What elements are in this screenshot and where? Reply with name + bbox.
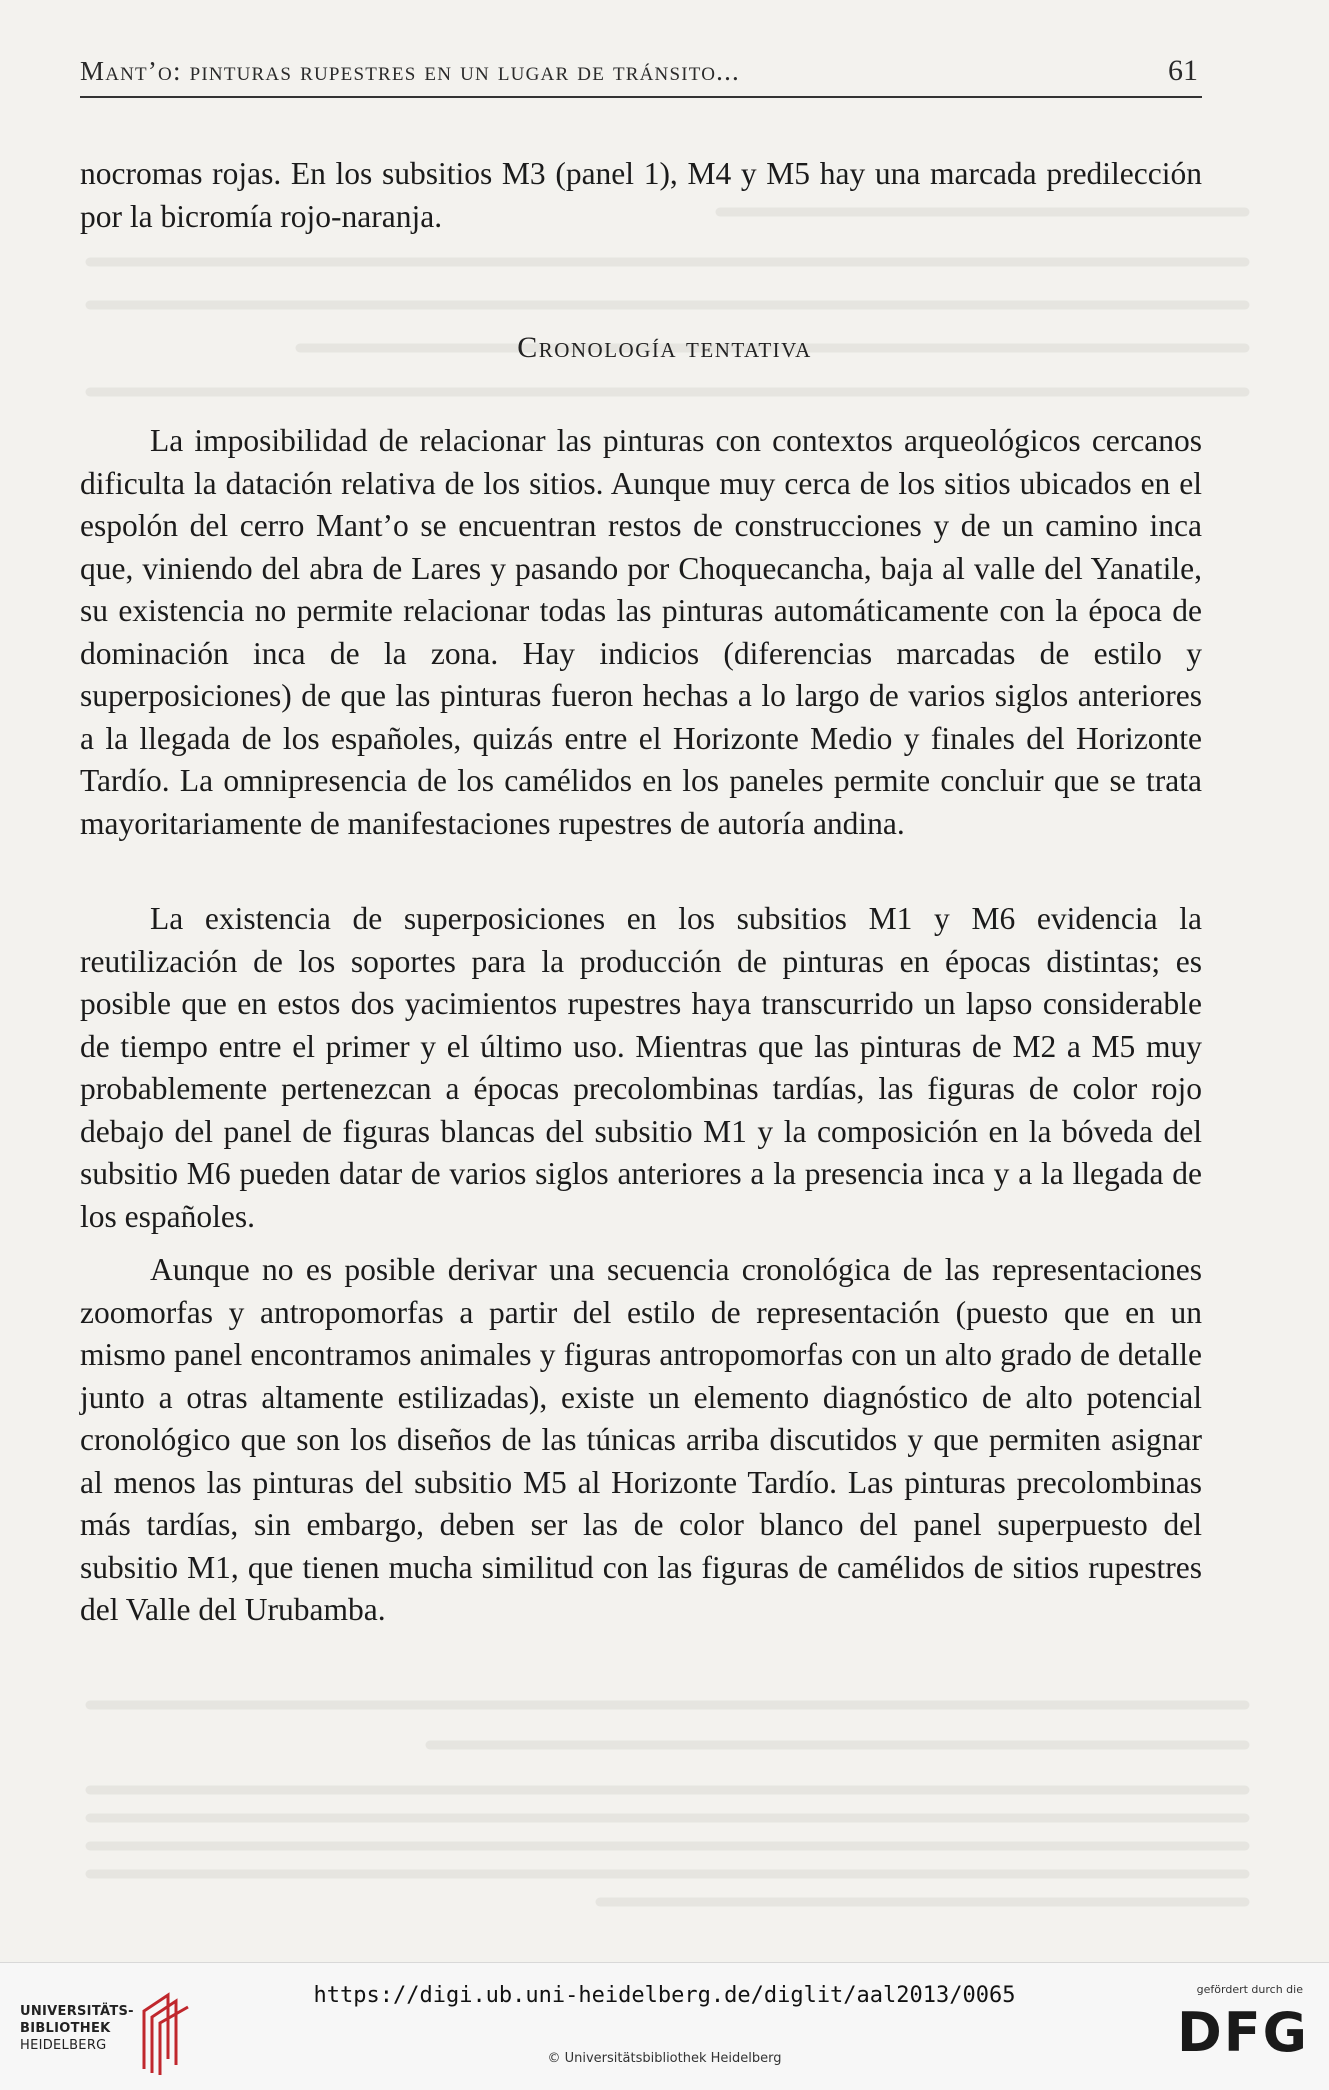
dfg-funding-logo[interactable]	[1176, 1975, 1309, 2075]
dfg-logo-text: DFG	[1176, 2001, 1309, 2064]
permalink-url[interactable]: https://digi.ub.uni-heidelberg.de/diglit/aal2013/0065	[313, 1983, 1016, 2008]
library-name-line-1: UNIVERSITÄTS-	[20, 2004, 134, 2019]
section-title: Cronología tentativa	[517, 331, 812, 364]
running-title: Mant’o: pinturas rupestres en un lugar de tránsito...	[80, 56, 740, 86]
running-head	[80, 50, 1202, 98]
paragraph-chronology-1: La imposibilidad de relacionar las pinturas con contextos arqueológicos cercanos dificulta la datación relativa de los sitios. Aunque muy cerca de los sitios ubicados en el espolón del cerro Mant’o se encuentran restos de construcciones y de un camino inca que, viniendo del abra de Lares y pasando por Choquecancha, baja al valle del Yanatile, su existencia no permite relacionar todas las pinturas automáticamente con la época de dominación inca de la zona. Hay indicios (diferencias marcadas de estilo y superposiciones) de que las pinturas fueron hechas a lo largo de varios siglos anteriores a la llegada de los españoles, quizás entre el Horizonte Medio y finales del Horizonte Tardío. La omnipresencia de los camélidos en los paneles permite concluir que se trata mayoritariamente de manifestaciones rupestres de autoría andina.	[80, 423, 1202, 841]
paragraph-continuation: nocromas rojas. En los subsitios M3 (panel 1), M4 y M5 hay una marcada predilección por la bicromía rojo-naranja.	[80, 156, 1202, 234]
digitization-footer	[0, 1962, 1329, 2090]
page-number: 61	[1168, 54, 1198, 87]
funding-caption: gefördert durch die	[1196, 1983, 1303, 1996]
copyright-notice: © Universitätsbibliothek Heidelberg	[547, 2051, 782, 2066]
library-name-line-2: BIBLIOTHEK	[20, 2021, 111, 2036]
paragraph-chronology-2: La existencia de superposiciones en los subsitios M1 y M6 evidencia la reutilización de los soportes para la producción de pinturas en épocas distintas; es posible que en estos dos yacimientos rupestres haya transcurrido un lapso considerable de tiempo entre el primer y el último uso. Mientras que las pinturas de M2 a M5 muy probablemente pertenezcan a épocas precolombinas tardías, las figuras de color rojo debajo del panel de figuras blancas del subsitio M1 y la composición en la bóveda del subsitio M6 pueden datar de varios siglos anteriores a la presencia inca y a la llegada de los españoles.	[80, 901, 1202, 1234]
library-name	[20, 2003, 134, 2054]
paragraph-chronology-3: Aunque no es posible derivar una secuencia cronológica de las representaciones zoomorfas y antropomorfas a partir del estilo de representación (puesto que en un mismo panel encontramos animales y figuras antropomorfas con un alto grado de detalle junto a otras altamente estilizadas), existe un elemento diagnóstico de alto potencial cronológico que son los diseños de las túnicas arriba discutidos y que permiten asignar al menos las pinturas del subsitio M5 al Horizonte Tardío. Las pinturas precolombinas más tardías, sin embargo, deben ser las de color blanco del panel superpuesto del subsitio M1, que tienen mucha similitud con las figuras de camélidos de sitios rupestres del Valle del Urubamba.	[80, 1252, 1202, 1627]
library-name-line-3: HEIDELBERG	[20, 2038, 107, 2053]
